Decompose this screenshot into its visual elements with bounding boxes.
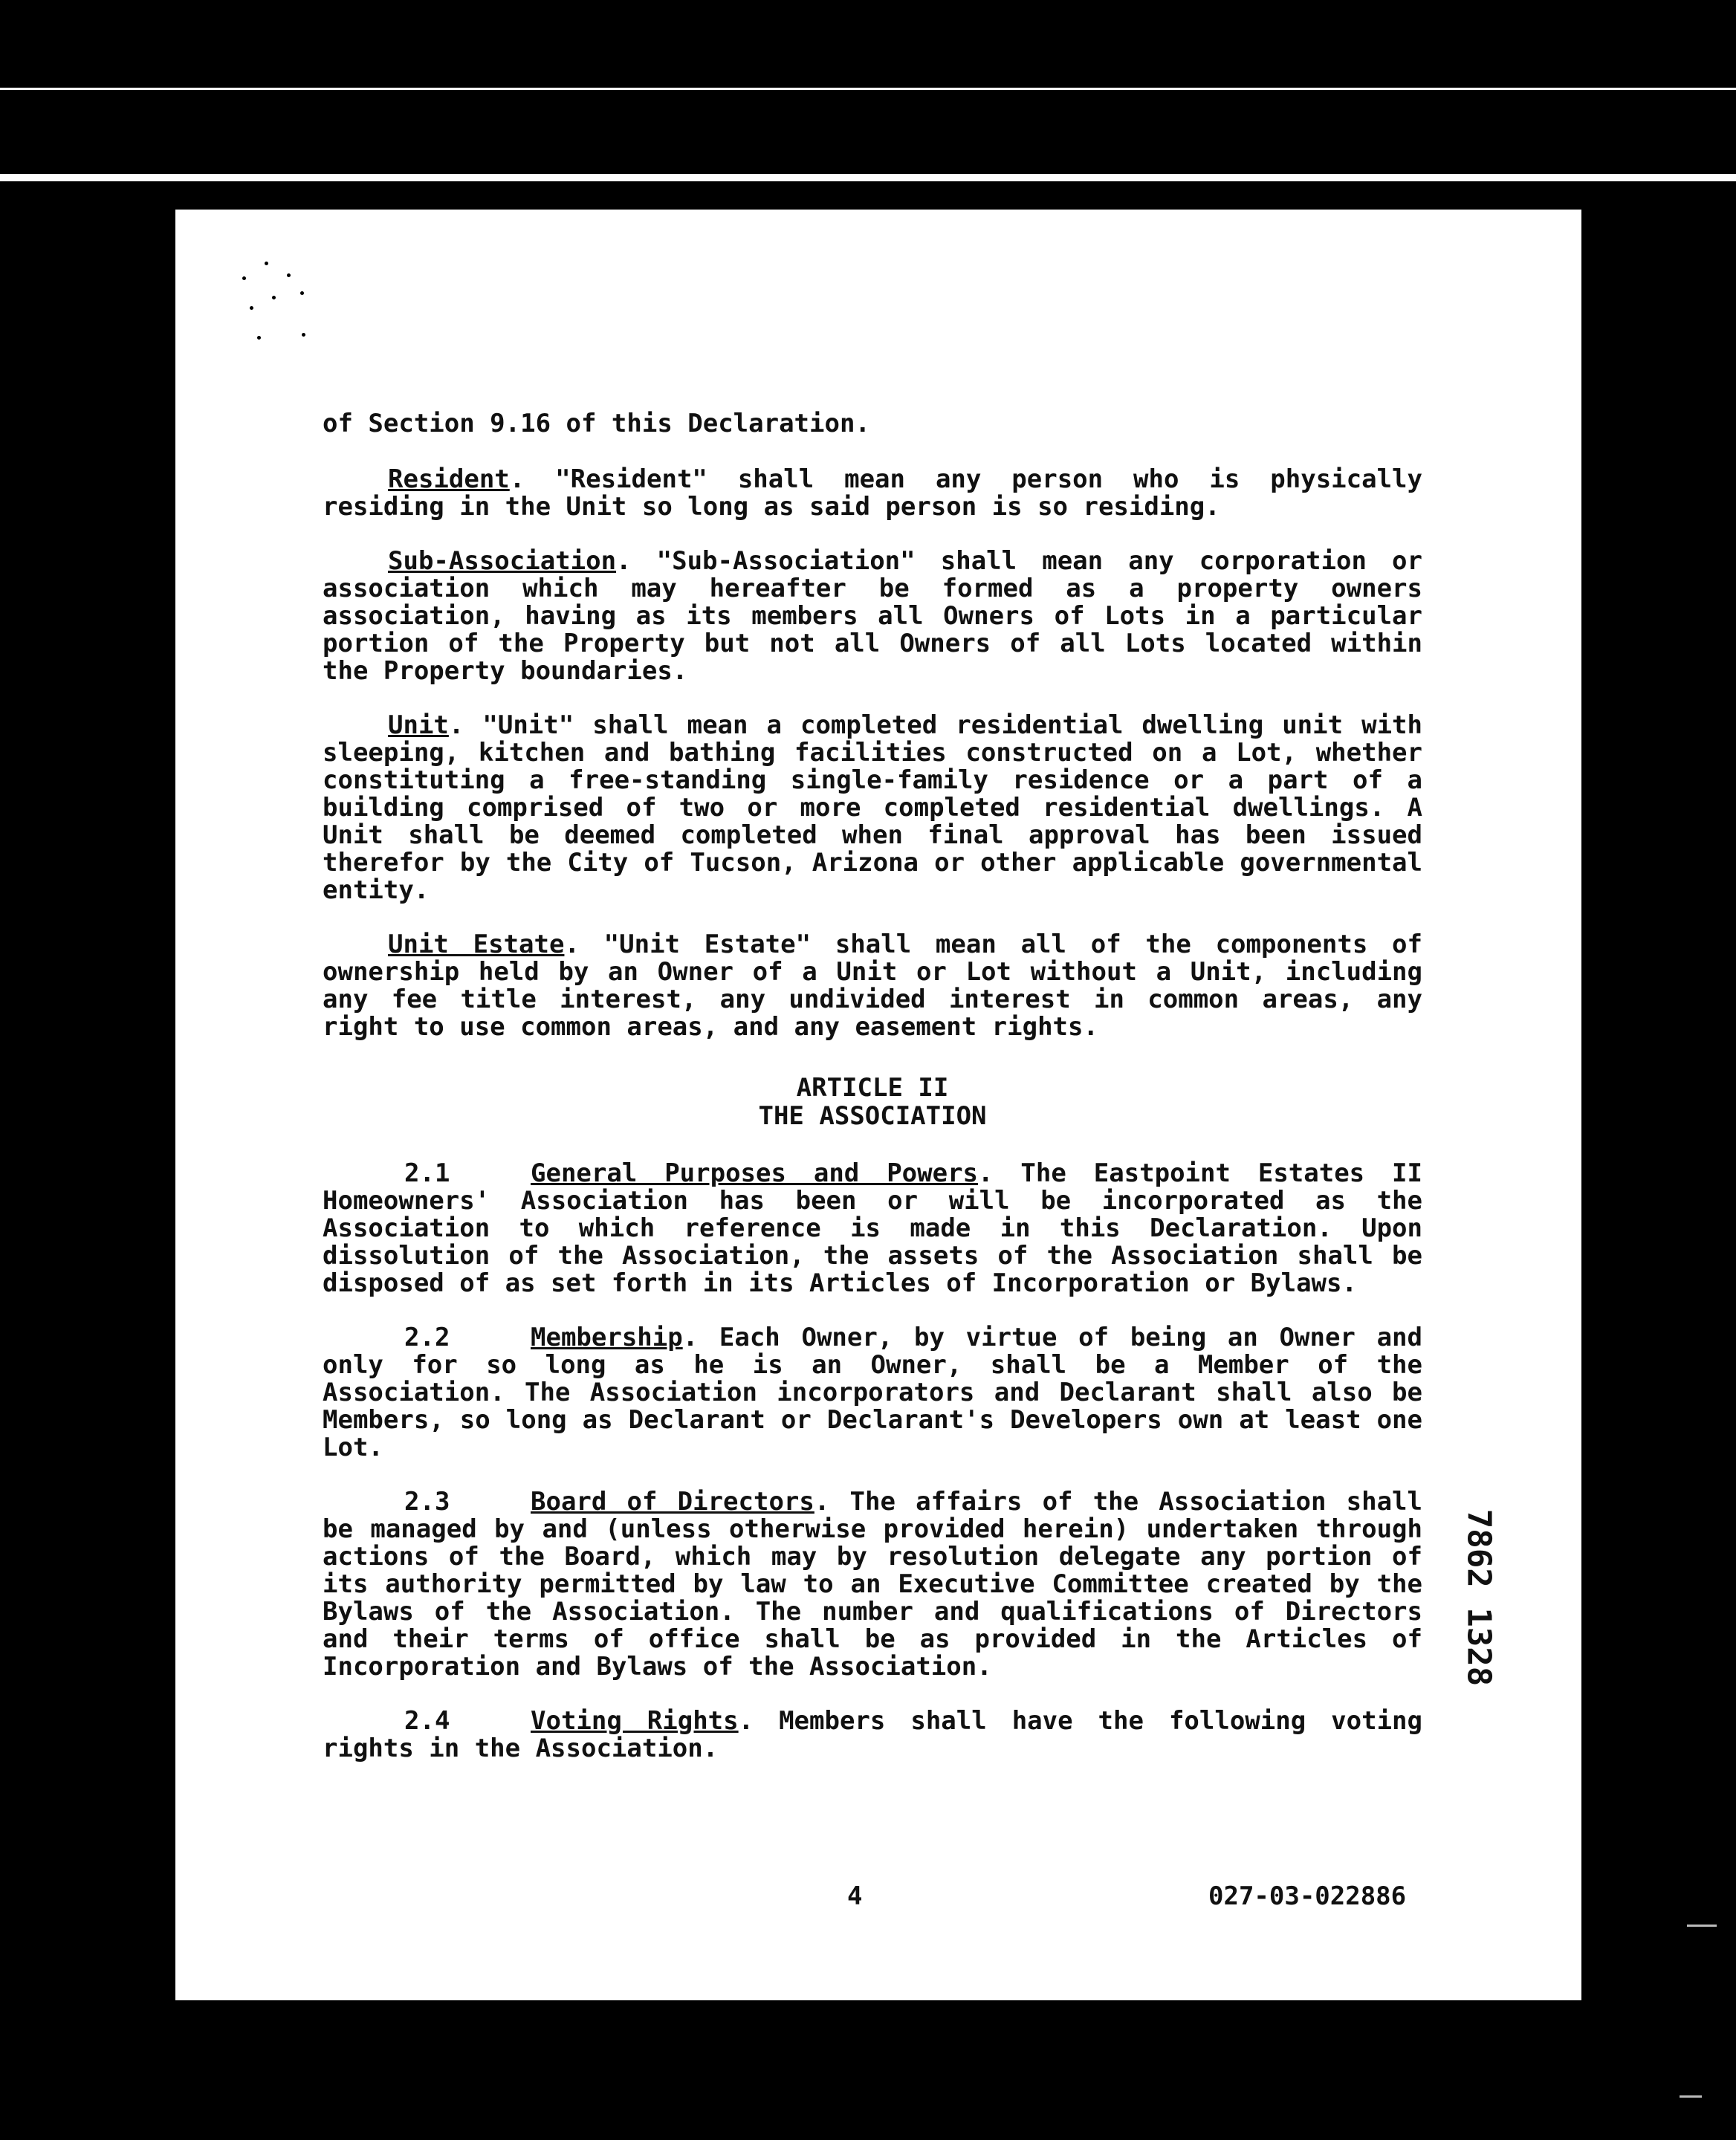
- definition-sub-association: [323, 548, 1422, 685]
- article-title: THE ASSOCIATION: [758, 1101, 987, 1131]
- document-body: [323, 410, 1422, 1789]
- section-heading: General Purposes and Powers: [531, 1158, 979, 1188]
- definition-text: . "Unit Estate" shall mean all of the components of ownership held by an Owner of a Unit or Lot without a Unit, including any fee title interest, any undivided interest in common areas, any right to use common areas, and any easement rights.: [323, 930, 1422, 1042]
- scan-edge-mark: [1687, 1925, 1717, 1927]
- section-number: 2.1: [404, 1158, 450, 1188]
- definition-unit-estate: [323, 931, 1422, 1041]
- recording-stamp: [1457, 1456, 1501, 1739]
- page-footer: [175, 1881, 1581, 1911]
- scan-border-line: [0, 88, 1736, 90]
- scan-specks: [242, 262, 317, 343]
- article-number: ARTICLE II: [796, 1073, 949, 1103]
- section-number: 2.4: [404, 1706, 450, 1736]
- scan-border-line: [0, 174, 1736, 181]
- definition-resident: [323, 466, 1422, 521]
- definition-term: Unit: [388, 710, 449, 740]
- section-number: 2.2: [404, 1323, 450, 1352]
- definition-term: Sub-Association: [388, 546, 617, 576]
- section-text: . Each Owner, by virtue of being an Owner and only for so long as he is an Owner, shall be a Member of the Association. The Association incorporators and Declarant shall also be Members, so long as Declarant or Declarant's Developers own at least one Lot.: [323, 1323, 1422, 1462]
- section-heading: Membership: [531, 1323, 683, 1352]
- definition-unit: [323, 712, 1422, 904]
- section-text: . The Eastpoint Estates II Homeowners' Association has been or will be incorporated as the Association to which reference is made in this Declaration. Upon dissolution of the Association, the assets of the Association shall be disposed of as set forth in its Articles of Incorporation or Bylaws.: [323, 1158, 1422, 1298]
- document-page: [175, 210, 1581, 2000]
- section-2-3: [323, 1488, 1422, 1681]
- definition-text: . "Resident" shall mean any person who is physically residing in the Unit so long as said person is so residing.: [323, 464, 1422, 522]
- scan-edge-mark: [1680, 2095, 1702, 2098]
- article-heading: [323, 1074, 1422, 1130]
- section-number: 2.3: [404, 1487, 450, 1517]
- recording-stamp-text: 7862 1328: [1460, 1508, 1498, 1687]
- definition-term: Resident: [388, 464, 510, 494]
- section-text: . Members shall have the following voting rights in the Association.: [323, 1706, 1422, 1763]
- page-number: 4: [847, 1881, 863, 1911]
- section-2-1: [323, 1160, 1422, 1297]
- section-text: . The affairs of the Association shall be managed by and (unless otherwise provided herein) undertaken through actions of the Board, which may by resolution delegate any portion of its authority permitted by law to an Executive Committee created by the Bylaws of the Association. The number and qualifications of Directors and their terms of office shall be as provided in the Articles of Incorporation and Bylaws of the Association.: [323, 1487, 1422, 1682]
- definition-term: Unit Estate: [388, 930, 565, 959]
- definition-text: . "Sub-Association" shall mean any corporation or association which may hereafter be formed as a property owners association, having as its members all Owners of Lots in a particular portion of the Property but not all Owners of all Lots located within the Property boundaries.: [323, 546, 1422, 686]
- intro-line: of Section 9.16 of this Declaration.: [323, 409, 870, 438]
- section-heading: Voting Rights: [531, 1706, 739, 1736]
- section-heading: Board of Directors: [531, 1487, 814, 1517]
- section-2-4: [323, 1708, 1422, 1763]
- definition-text: . "Unit" shall mean a completed residential dwelling unit with sleeping, kitchen and bathing facilities constructed on a Lot, whether constituting a free-standing single-family residence or a part of a building comprised of two or more completed residential dwellings. A Unit shall be deemed completed when final approval has been issued therefor by the City of Tucson, Arizona or other applicable governmental entity.: [323, 710, 1422, 905]
- section-2-2: [323, 1324, 1422, 1462]
- document-number: 027-03-022886: [1208, 1881, 1407, 1911]
